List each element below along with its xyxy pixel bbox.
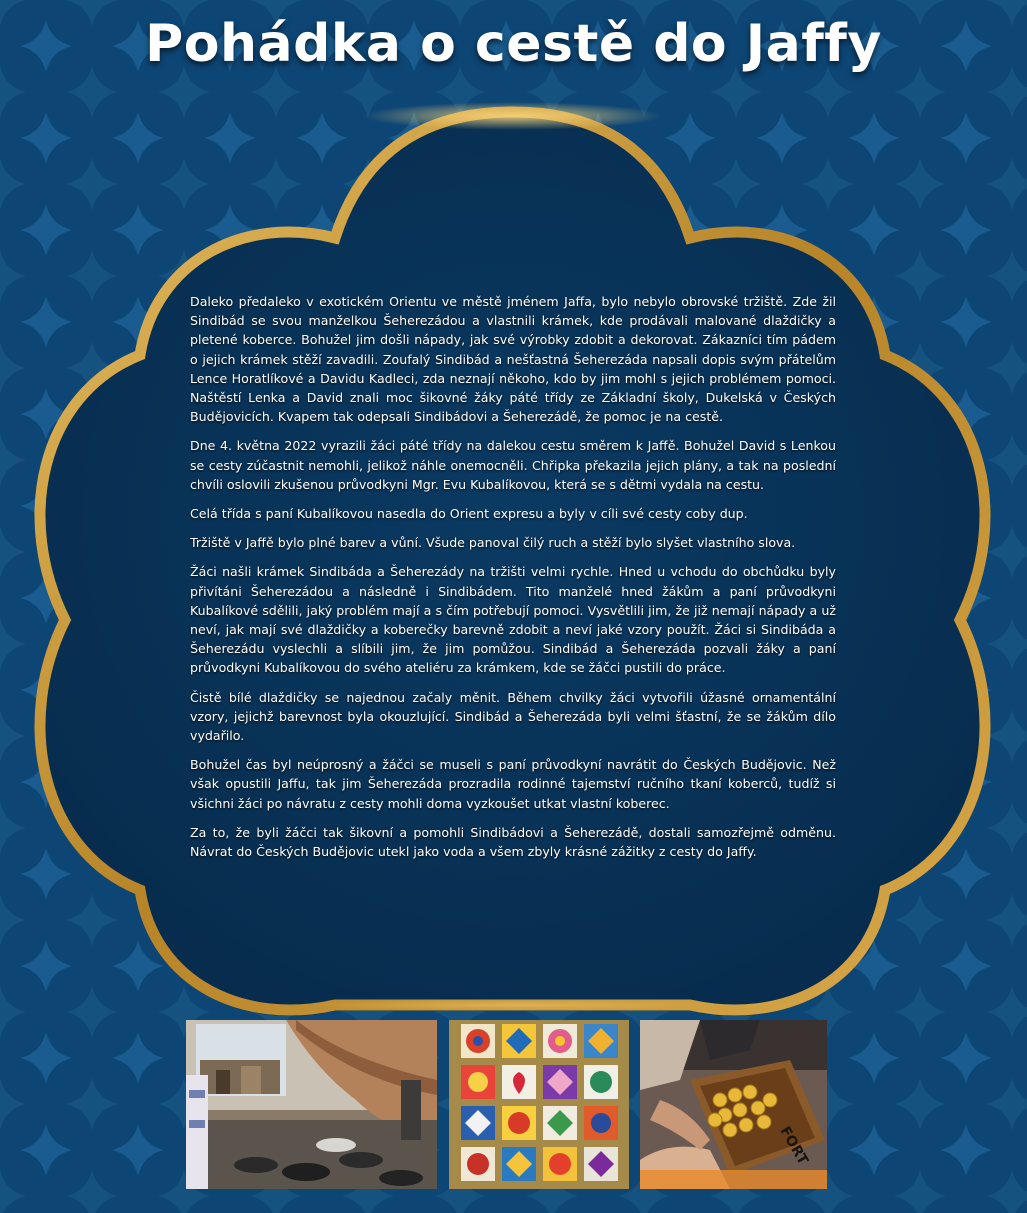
story-paragraph-7: Bohužel čas byl neúprosný a žáčci se museli s paní průvodkyní navrátit do Českých Budějovic. Než však opustili Jaffu, tak jim Šeherezáda prozradila rodinné tajemství ručního tkaní koberců, tudíž si všichni žáci po návratu z cesty mohli doma vyzkoušet utkat vlastní koberec. xyxy=(190,757,836,811)
photo-treasure-chest xyxy=(640,1020,827,1189)
story-paragraph-2: Dne 4. května 2022 vyrazili žáci páté třídy na dalekou cestu směrem k Jaffě. Bohužel David s Lenkou se cesty zúčastnit nemohli, jelikož náhle onemocněli. Chřipka překazila jejich plány, a tak na poslední chvíli oslovili zkušenou průvodkyni Mgr. Evu Kubalíkovou, která se s dětmi vydala na cestu. xyxy=(190,438,836,492)
story-paragraph-1: Daleko předaleko v exotickém Orientu ve městě jménem Jaffa, bylo nebylo obrovské tržiště. Zde žil Sindibád se svou manželkou Šeherezádou a vlastnili krámek, kde prodávali malované dlaždičky a pletené koberce. Bohužel jim došli nápady, jak své výrobky zdobit a dekorovat. Zákazníci tím pádem o jejich krámek stěží zavadili. Zoufalý Sindibád a nešťastná Šeherezáda napsali dopis svým přátelům Lence Horatlíkové a Davidu Kadleci, zda neznají někoho, kdo by jim mohl s jejich problémem pomoci. Naštěstí Lenka a David znali moc šikovné žáky páté třídy ze Základní školy, Dukelská v Českých Budějovicích. Kvapem tak odepsali Sindibádovi a Šeherezádě, že pomoc je na cestě. xyxy=(190,294,836,425)
story-paragraph-3: Celá třída s paní Kubalíkovou nasedla do Orient expresu a byly v cíli své cesty coby dup. xyxy=(190,506,748,522)
photo-painted-tiles xyxy=(449,1020,629,1189)
story-text xyxy=(190,292,836,871)
svg-text:FORT: FORT xyxy=(776,1124,811,1168)
story-paragraph-4: Tržiště v Jaffě bylo plné barev a vůní. Všude panoval čilý ruch a stěží bylo slyšet vlastního slova. xyxy=(190,535,796,551)
story-paragraph-8: Za to, že byli žáčci tak šikovní a pomohli Sindibádovi a Šeherezádě, dostali samozřejmě odměnu. Návrat do Českých Budějovic utekl jako voda a všem zbyly krásné zážitky z cesty do Jaffy. xyxy=(190,824,836,860)
story-paragraph-5: Žáci našli krámek Sindibáda a Šeherezády na tržišti velmi rychle. Hned u vchodu do obchůdku byly přivítáni Šeherezádou a následně i Sindibádem. Tito manželé hned žákům a paní průvodkyni Kubalíkové sdělili, jaký problém mají a s čím potřebují pomoci. Vysvětlili jim, že již nemají nápady a už neví, jak mají své dlaždičky a koberečky barevně zdobit a neví jaké vzory použít. Žáci si Sindibáda a Šeherezádu vyslechli a slíbili jim, že jim pomůžou. Sindibád a Šeherezáda pozvali žáky a paní průvodkyni Kubalíkovou do svého ateliéru za krámkem, kde se žáčci pustili do práce. xyxy=(190,564,836,676)
page-title: Pohádka o cestě do Jaffy xyxy=(145,14,882,74)
story-paragraph-6: Čistě bílé dlaždičky se najednou začaly měnit. Během chvilky žáci vytvořili úžasné ornamentální vzory, jejichž barevnost byla okouzlující. Sindibád a Šeherezáda byli velmi šťastní, že se žákům dílo vydařilo. xyxy=(190,689,836,744)
photo-classroom-market xyxy=(186,1020,437,1189)
